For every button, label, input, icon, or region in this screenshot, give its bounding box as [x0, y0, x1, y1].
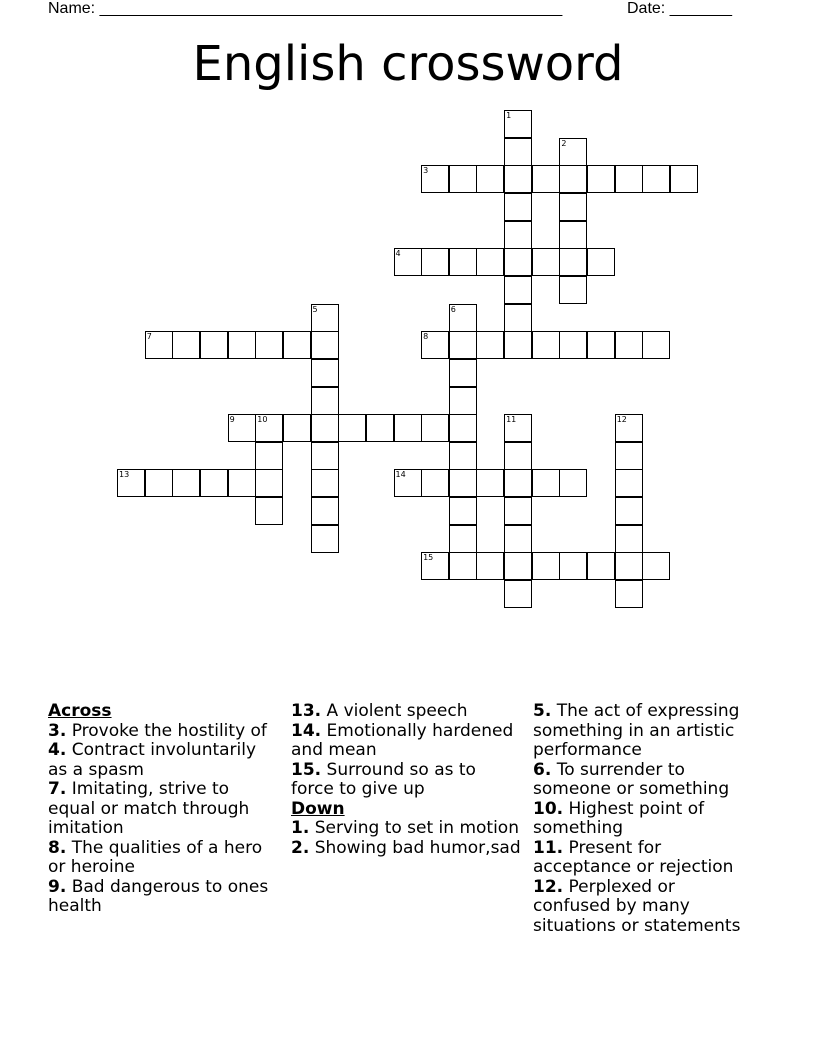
crossword-cell[interactable] [559, 469, 587, 497]
crossword-cell[interactable] [587, 248, 615, 276]
clue-number-label: 14 [395, 470, 406, 480]
across-clue [48, 741, 278, 780]
crossword-cell[interactable] [504, 552, 532, 580]
crossword-cell[interactable] [449, 414, 477, 442]
crossword-cell[interactable] [504, 193, 532, 221]
clue-column-1 [48, 702, 278, 917]
crossword-cell[interactable] [615, 442, 643, 470]
crossword-cell[interactable] [255, 331, 283, 359]
crossword-cell[interactable] [476, 469, 504, 497]
down-clue [533, 761, 755, 800]
name-field-label: Name: ____________________________________________________ [48, 0, 563, 17]
crossword-cell[interactable] [476, 331, 504, 359]
clue-number-label: 6 [450, 304, 456, 314]
clue-number-label: 12 [616, 415, 627, 425]
crossword-cell[interactable] [255, 469, 283, 497]
clue-text: Surround so as to force to give up [291, 759, 476, 799]
crossword-cell[interactable] [200, 469, 228, 497]
crossword-cell[interactable] [311, 469, 339, 497]
clue-number-label: 11 [506, 415, 517, 425]
clue-text: Emotionally hardened and mean [291, 720, 514, 760]
clue-column-3 [533, 702, 755, 936]
crossword-cell[interactable] [615, 552, 643, 580]
crossword-cell[interactable] [421, 248, 449, 276]
crossword-cell[interactable] [311, 442, 339, 470]
crossword-cell[interactable] [255, 497, 283, 525]
crossword-cell[interactable] [476, 552, 504, 580]
clue-text: The act of expressing something in an artistic performance [533, 701, 740, 760]
clue-number-label: 15 [423, 553, 434, 563]
crossword-cell[interactable] [449, 469, 477, 497]
crossword-cell[interactable] [394, 248, 422, 276]
clue-number-label: 8 [423, 332, 429, 342]
crossword-cell[interactable] [504, 276, 532, 304]
across-clue [291, 702, 521, 722]
crossword-cell[interactable] [559, 193, 587, 221]
crossword-cell[interactable] [311, 387, 339, 415]
down-clue [291, 839, 521, 859]
clue-number: 3. [48, 720, 67, 741]
crossword-cell[interactable] [283, 414, 311, 442]
clue-number: 10. [533, 798, 564, 819]
crossword-cell[interactable] [615, 497, 643, 525]
crossword-cell[interactable] [366, 414, 394, 442]
page-title: English crossword [192, 36, 624, 92]
crossword-cell[interactable] [255, 414, 283, 442]
across-clue [48, 839, 278, 878]
crossword-cell[interactable] [504, 165, 532, 193]
crossword-cell[interactable] [117, 469, 145, 497]
clue-text: The qualities of a hero or heroine [48, 837, 263, 877]
clue-number-label: 1 [506, 111, 512, 120]
clue-text: To surrender to someone or something [533, 759, 730, 799]
crossword-cell[interactable] [394, 414, 422, 442]
crossword-cell[interactable] [283, 331, 311, 359]
clue-number: 15. [291, 759, 322, 780]
clue-text: Imitating, strive to equal or match through imitation [48, 779, 250, 838]
crossword-cell[interactable] [394, 469, 422, 497]
crossword-cell[interactable] [421, 165, 449, 193]
clue-text: Serving to set in motion [314, 818, 519, 838]
crossword-cell[interactable] [615, 165, 643, 193]
crossword-cell[interactable] [504, 525, 532, 553]
clue-text: Contract involuntarily as a spasm [48, 740, 257, 780]
crossword-cell[interactable] [311, 331, 339, 359]
crossword-cell[interactable] [421, 552, 449, 580]
down-clue [533, 839, 755, 878]
across-heading: Across [48, 701, 112, 721]
clue-column-2 [291, 702, 521, 858]
crossword-cell[interactable] [311, 304, 339, 332]
crossword-cell[interactable] [311, 497, 339, 525]
across-clue [48, 878, 278, 917]
crossword-cell[interactable] [559, 552, 587, 580]
clue-number: 14. [291, 720, 322, 741]
crossword-cell[interactable] [504, 304, 532, 332]
crossword-cell[interactable] [338, 414, 366, 442]
crossword-cell[interactable] [642, 331, 670, 359]
clue-number: 13. [291, 701, 322, 721]
crossword-cell[interactable] [615, 414, 643, 442]
crossword-cell[interactable] [559, 276, 587, 304]
crossword-cell[interactable] [532, 165, 560, 193]
clue-number: 5. [533, 701, 552, 721]
down-clue [533, 702, 755, 761]
crossword-cell[interactable] [532, 469, 560, 497]
clue-number-label: 3 [423, 166, 429, 176]
crossword-cell[interactable] [532, 331, 560, 359]
crossword-cell[interactable] [311, 525, 339, 553]
crossword-cell[interactable] [449, 359, 477, 387]
clue-number-label: 7 [146, 332, 152, 342]
clue-number: 9. [48, 876, 67, 897]
crossword-cell[interactable] [476, 248, 504, 276]
crossword-cell[interactable] [504, 497, 532, 525]
date-field-label: Date: _______ [627, 0, 732, 17]
clue-text: Perplexed or confused by many situations or statements [533, 876, 741, 936]
crossword-cell[interactable] [559, 138, 587, 166]
crossword-cell[interactable] [559, 331, 587, 359]
crossword-cell[interactable] [504, 414, 532, 442]
crossword-cell[interactable] [587, 552, 615, 580]
down-heading: Down [291, 798, 345, 819]
down-clue [533, 878, 755, 937]
clue-number: 6. [533, 759, 552, 780]
crossword-cell[interactable] [559, 248, 587, 276]
crossword-cell[interactable] [504, 331, 532, 359]
clue-text: A violent speech [326, 701, 468, 721]
clue-number-label: 13 [119, 470, 130, 480]
crossword-cell[interactable] [228, 414, 256, 442]
across-clue [291, 761, 521, 800]
crossword-cell[interactable] [449, 304, 477, 332]
crossword-cell[interactable] [476, 165, 504, 193]
down-clue [533, 800, 755, 839]
down-clue [291, 819, 521, 839]
clue-text: Showing bad humor,sad [314, 837, 521, 858]
crossword-cell[interactable] [449, 525, 477, 553]
crossword-cell[interactable] [421, 469, 449, 497]
clue-number-label: 9 [229, 415, 235, 425]
clue-text: Provoke the hostility of [71, 720, 267, 741]
crossword-cell[interactable] [504, 138, 532, 166]
crossword-cell[interactable] [421, 414, 449, 442]
crossword-cell[interactable] [532, 248, 560, 276]
clue-number: 4. [48, 740, 67, 760]
clue-text: Present for acceptance or rejection [533, 837, 734, 877]
clue-number: 11. [533, 837, 564, 858]
clue-text: Highest point of something [533, 798, 705, 838]
clue-number: 7. [48, 779, 67, 799]
crossword-cell[interactable] [311, 414, 339, 442]
clue-number: 1. [291, 818, 310, 838]
crossword-cell[interactable] [504, 110, 532, 138]
crossword-cell[interactable] [228, 331, 256, 359]
clue-number-label: 2 [561, 138, 567, 148]
crossword-cell[interactable] [504, 221, 532, 249]
crossword-cell[interactable] [449, 552, 477, 580]
crossword-cell[interactable] [559, 165, 587, 193]
clue-text: Bad dangerous to ones health [48, 876, 269, 916]
crossword-cell[interactable] [615, 525, 643, 553]
across-clue [291, 722, 521, 761]
crossword-cell[interactable] [504, 580, 532, 608]
crossword-cell[interactable] [449, 165, 477, 193]
crossword-cell[interactable] [172, 331, 200, 359]
clue-number: 12. [533, 876, 564, 897]
crossword-cell[interactable] [172, 469, 200, 497]
crossword-cell[interactable] [228, 469, 256, 497]
crossword-cell[interactable] [642, 165, 670, 193]
clue-number-label: 5 [312, 304, 318, 314]
clue-number: 8. [48, 837, 67, 858]
clue-number-label: 4 [395, 249, 401, 259]
crossword-cell[interactable] [532, 552, 560, 580]
crossword-cell[interactable] [255, 442, 283, 470]
crossword-cell[interactable] [559, 221, 587, 249]
crossword-cell[interactable] [145, 331, 173, 359]
crossword-cell[interactable] [615, 469, 643, 497]
crossword-cell[interactable] [449, 387, 477, 415]
crossword-cell[interactable] [504, 469, 532, 497]
across-clue [48, 780, 278, 839]
crossword-cell[interactable] [449, 248, 477, 276]
crossword-cell[interactable] [449, 497, 477, 525]
crossword-cell[interactable] [504, 442, 532, 470]
crossword-cell[interactable] [311, 359, 339, 387]
clue-number-label: 10 [257, 415, 268, 425]
crossword-cell[interactable] [587, 331, 615, 359]
crossword-cell[interactable] [615, 331, 643, 359]
crossword-cell[interactable] [642, 552, 670, 580]
crossword-cell[interactable] [449, 331, 477, 359]
crossword-cell[interactable] [200, 331, 228, 359]
crossword-cell[interactable] [670, 165, 698, 193]
crossword-cell[interactable] [421, 331, 449, 359]
crossword-cell[interactable] [504, 248, 532, 276]
across-clue [48, 722, 278, 742]
crossword-cell[interactable] [145, 469, 173, 497]
clue-number: 2. [291, 837, 310, 858]
crossword-cell[interactable] [587, 165, 615, 193]
crossword-cell[interactable] [615, 580, 643, 608]
crossword-cell[interactable] [449, 442, 477, 470]
